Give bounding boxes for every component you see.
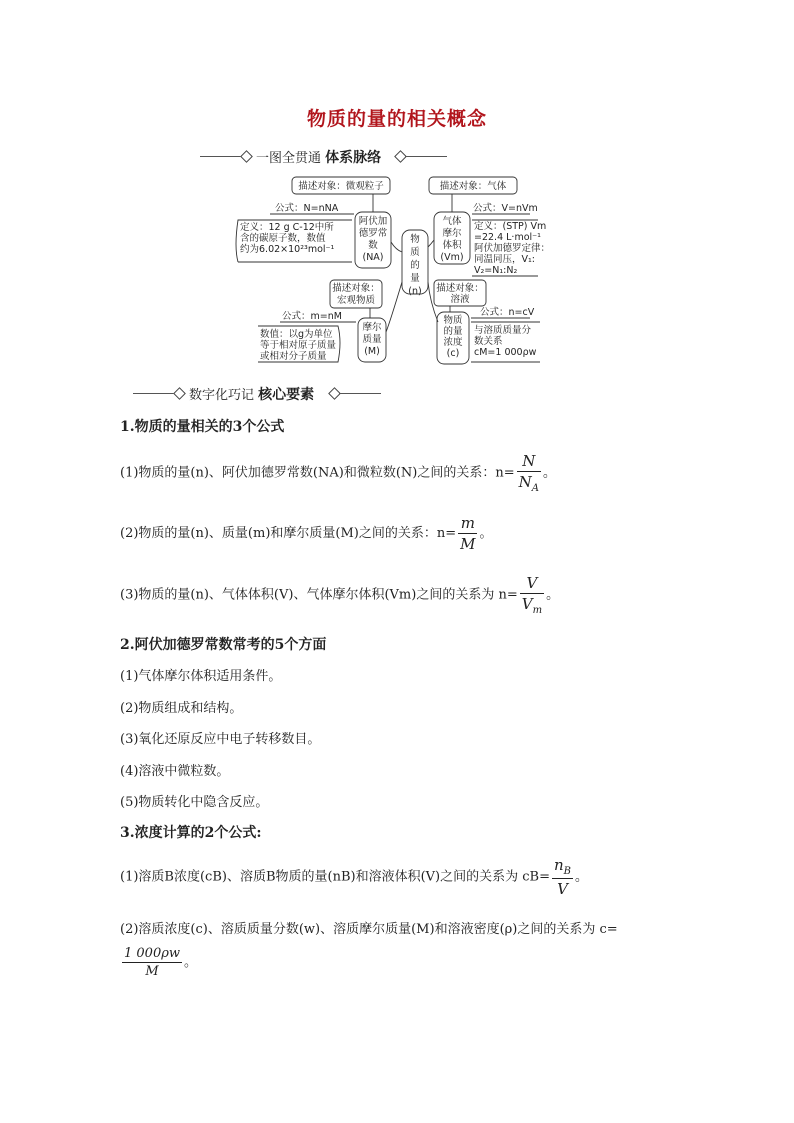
- concentration-definition: cM=1 000ρw: [474, 347, 537, 358]
- avogadro-definition: 含的碳原子数，数值: [240, 233, 326, 244]
- section-1-heading: 1.物质的量相关的3个公式: [120, 419, 285, 435]
- molar-mass-node-label: 质量: [362, 334, 382, 345]
- molar-volume-object: 描述对象：气体: [439, 181, 507, 192]
- avogadro-definition: 约为6.02×10²³mol⁻¹: [240, 244, 335, 255]
- center-node-label: 物: [410, 234, 420, 245]
- concentration-object: 描述对象：: [436, 283, 484, 294]
- molar-mass-node-label: 摩尔: [362, 322, 382, 333]
- formula-1: (1)物质的量(n)、阿伏加德罗常数(NA)和微粒数(N)之间的关系：n= $\frac{N}{N_A}$ 。: [120, 452, 556, 494]
- avogadro-node-label: 德罗常: [358, 228, 388, 239]
- concentration-formula: 公式：n=cV: [480, 307, 535, 318]
- molar-mass-definition: 数值：以g为单位: [260, 329, 333, 340]
- molar-volume-definition: 同温同压，V₁:: [474, 254, 536, 265]
- section-banner-core: [0, 384, 794, 404]
- list-item: (4)溶液中微粒数。: [120, 764, 230, 779]
- banner-bold: 核心要素: [258, 387, 315, 403]
- molar-volume-definition: =22.4 L·mol⁻¹: [474, 232, 541, 243]
- section-2-heading: 2.阿伏加德罗常数常考的5个方面: [120, 637, 327, 653]
- molar-mass-formula: 公式：m=nM: [282, 311, 342, 322]
- center-node-label: 质: [410, 247, 420, 258]
- avogadro-object: 描述对象：微观粒子: [298, 181, 384, 192]
- concentration-node-label: (c): [446, 348, 460, 359]
- formula-3: (3)物质的量(n)、气体体积(V)、气体摩尔体积(Vm)之间的关系为 n= $\frac{V}{V_m}$ 。: [120, 574, 560, 616]
- center-node-label: 的: [410, 260, 420, 271]
- section-3-heading: 3.浓度计算的2个公式:: [120, 825, 262, 841]
- molar-volume-definition: 阿伏加德罗定律：: [474, 243, 550, 254]
- avogadro-node-label: (NA): [362, 252, 384, 263]
- molar-mass-object: 描述对象：: [332, 283, 380, 294]
- molar-volume-node-label: 气体: [442, 216, 462, 227]
- banner-prefix: 数字化巧记: [189, 388, 255, 403]
- page-title: 物质的量的相关概念: [306, 108, 487, 130]
- molar-volume-node-label: (Vm): [440, 252, 464, 263]
- list-item: (3)氧化还原反应中电子转移数目。: [120, 732, 321, 747]
- center-node-label: (n): [408, 286, 422, 297]
- molar-mass-definition: 或相对分子质量: [260, 351, 327, 362]
- list-item: (1)气体摩尔体积适用条件。: [120, 669, 282, 684]
- formula-concentration-2-text: (2)溶质浓度(c)、溶质质量分数(w)、溶质摩尔质量(M)和溶液密度(ρ)之间的关系为 c=: [120, 922, 618, 937]
- concentration-node-label: 的量: [443, 326, 463, 337]
- molar-mass-node-label: (M): [364, 346, 380, 357]
- concentration-object: 溶液: [450, 294, 470, 305]
- concentration-definition: 与溶质质量分: [474, 325, 532, 336]
- banner-prefix: 一图全贯通: [256, 151, 322, 166]
- molar-volume-definition: V₂=N₁:N₂: [474, 265, 518, 276]
- molar-volume-formula: 公式：V=nVm: [473, 203, 538, 214]
- concept-mind-map: [230, 172, 550, 372]
- concentration-node-label: 物质: [443, 315, 463, 326]
- molar-volume-node-label: 体积: [442, 240, 462, 251]
- molar-volume-node-label: 摩尔: [442, 228, 462, 239]
- avogadro-formula: 公式：N=nNA: [275, 203, 339, 214]
- molar-mass-object: 宏观物质: [336, 295, 376, 306]
- concentration-node-label: 浓度: [443, 337, 463, 348]
- molar-volume-definition: 定义：(STP) Vm: [474, 221, 547, 232]
- formula-concentration-2-fraction: $\frac{1 000\rho w}{M}$ 。: [124, 946, 198, 979]
- concentration-definition: 数关系: [474, 336, 503, 347]
- banner-bold: 体系脉络: [325, 150, 382, 166]
- list-item: (5)物质转化中隐含反应。: [120, 795, 269, 810]
- formula-2: (2)物质的量(n)、质量(m)和摩尔质量(M)之间的关系：n= $\frac{m}{M}$ 。: [120, 514, 493, 553]
- molar-mass-definition: 等于相对原子质量: [260, 340, 337, 351]
- formula-concentration-1: (1)溶质B浓度(cB)、溶质B物质的量(nB)和溶液体积(V)之间的关系为 cB= $\frac{n_B}{V}$ 。: [120, 856, 589, 898]
- section-banner-system: [0, 147, 794, 167]
- avogadro-node-label: 数: [368, 240, 378, 251]
- avogadro-node-label: 阿伏加: [358, 216, 388, 227]
- avogadro-definition: 定义：12 g C-12中所: [240, 222, 334, 233]
- center-node-label: 量: [410, 273, 420, 284]
- list-item: (2)物质组成和结构。: [120, 701, 243, 716]
